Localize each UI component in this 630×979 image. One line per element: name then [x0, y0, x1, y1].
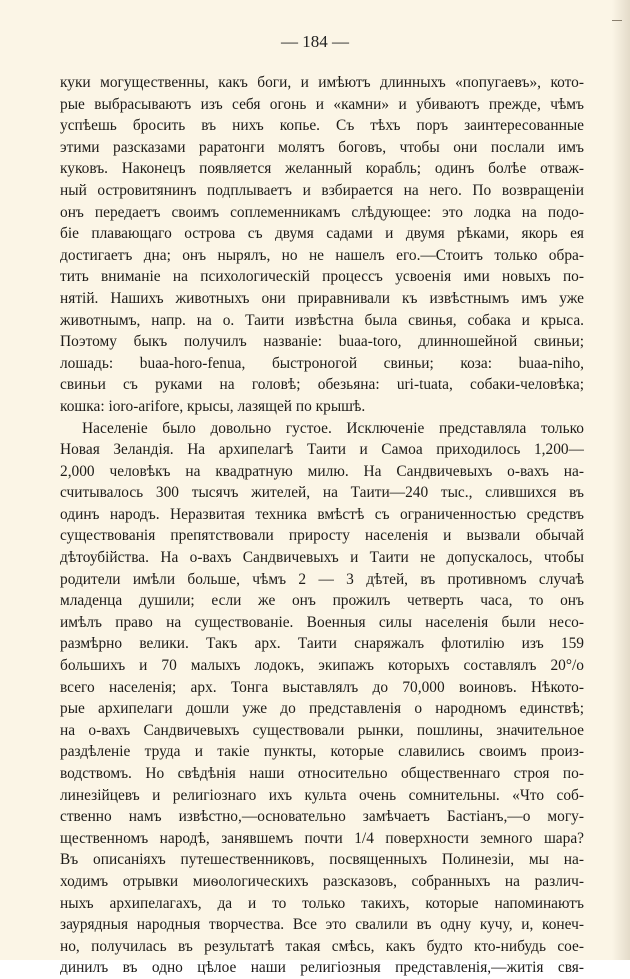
page-edge-mark [612, 20, 622, 25]
text-line: дѣтоубійства. На о-вахъ Сандвичевыхъ и Таити не допускалось, чтобы [60, 549, 584, 567]
text-line: на о-вахъ Сандвичевыхъ существовали рынки, пошлины, значительное [60, 721, 584, 739]
text-line: существованія препятствовали приросту населенія и вызвали обычай [60, 527, 584, 545]
text-line: Населеніе было довольно густое. Исключеніе представляла только [82, 419, 584, 437]
text-line: лошадь: buaa-horo-fenua, быстроногой свиньи; коза: buaa-niho, [60, 354, 584, 372]
text-line: всего населенія; арх. Тонга выставлялъ до 70,000 воиновъ. Нѣкото- [60, 678, 584, 696]
page-number: — 184 — [281, 32, 349, 51]
text-line: заурядныя народныя творчества. Все это свалили въ одну кучу, и, конеч- [60, 916, 584, 934]
text-line: родители имѣли больше, чѣмъ 2 — 3 дѣтей, въ противномъ случаѣ [60, 570, 584, 588]
text-line: динилъ въ одно цѣлое наши религіозныя представленія,—житія свя- [60, 959, 584, 977]
text-line: животнымъ, напр. на о. Таити извѣстна была свинья, собака и крыса. [60, 311, 584, 329]
text-line: 2,000 человѣкъ на квадратную милю. На Сандвичевыхъ о-вахъ на- [60, 462, 584, 480]
text-line: нятій. Нашихъ животныхъ они приравнивали къ извѣстнымъ имъ уже [60, 289, 584, 307]
text-line: большихъ и 70 малыхъ лодокъ, экипажъ которыхъ составлялъ 20°/о [60, 657, 584, 675]
text-line: раздѣленіе труда и такіе пункты, которые славились своимъ произ- [60, 743, 584, 761]
text-line: одинъ народъ. Неразвитая техника вмѣстѣ съ ограниченностью средствъ [60, 505, 584, 523]
text-line: рые выбрасываютъ изъ себя огонь и «камни» и убиваютъ прежде, чѣмъ [60, 95, 584, 113]
text-line: тить вниманіе на психологическій процессъ усвоенія ими новыхъ по- [60, 268, 584, 286]
text-line: Въ описаніяхъ путешественниковъ, посвященныхъ Полинезіи, мы на- [60, 851, 584, 869]
text-line: рые архипелаги дошли уже до представленія о народномъ единствѣ; [60, 700, 584, 718]
text-line: имѣлъ право на существованіе. Военныя силы населенія были несо- [60, 613, 584, 631]
text-line: размѣрно велики. Такъ арх. Таити снаряжалъ флотилію изъ 159 [60, 635, 584, 653]
body-text [60, 72, 584, 979]
text-line: щественномъ народѣ, занявшемъ почти 1/4 поверхности земного шара? [60, 829, 584, 847]
text-line: Новая Зеландія. На архипелагѣ Таити и Самоа приходилось 1,200— [60, 441, 584, 459]
text-line: Поэтому быкъ получилъ названіе: buaa-toro, длинношейной свиньи; [60, 333, 584, 351]
text-line: ходимъ отрывки миѳологическихъ разсказовъ, собранныхъ на различ- [60, 872, 584, 890]
text-line: но, получилась въ результатѣ такая смѣсь, какъ будто кто-нибудь сое- [60, 937, 584, 955]
text-line: біе плавающаго острова съ двумя садами и двумя рѣками, якорь ея [60, 225, 584, 243]
text-line: ныхъ архипелагахъ, да и то только такихъ, которые напоминаютъ [60, 894, 584, 912]
text-line: куки могущественны, какъ боги, и имѣютъ длинныхъ «попугаевъ», кото- [60, 74, 584, 91]
text-line: кошка: ioro-arifore, крысы, лазящей по крышѣ. [60, 397, 366, 415]
text-line: младенца душили; если же онъ прожилъ четверть часа, то онъ [60, 592, 584, 610]
text-line: ственно намъ извѣстно,—основательно замѣчаетъ Бастіанъ,—о могу- [60, 808, 584, 826]
text-line: успѣешь бросить въ нихъ копье. Съ тѣхъ поръ заинтересованные [60, 117, 584, 135]
text-line: достигаетъ дна; онъ нырялъ, но не нашелъ его.—Стоитъ только обра- [60, 246, 584, 264]
text-line: этими разсказами раратонги молятъ боговъ, чтобы они послали имъ [60, 138, 584, 156]
text-line: линезійцевъ и религіознаго ихъ культа очень сомнительны. «Что соб- [60, 786, 584, 804]
text-line: онъ передаетъ своимъ соплеменникамъ слѣдующее: это лодка на подо- [60, 203, 584, 221]
text-line: водствомъ. Но свѣдѣнія наши относительно общественнаго строя по- [60, 765, 584, 782]
text-line: свиньи съ руками на головѣ; обезьяна: uri-tuata, собаки-человѣка; [60, 376, 584, 394]
text-line: считывалось 300 тысячъ жителей, на Таити—240 тыс., слившихся въ [60, 484, 584, 502]
text-line: ный островитянинъ подплываетъ и взбирается на него. По возвращеніи [60, 181, 584, 199]
text-line: куковъ. Наконецъ появляется желанный корабль; одинъ болѣе отваж- [60, 160, 584, 178]
